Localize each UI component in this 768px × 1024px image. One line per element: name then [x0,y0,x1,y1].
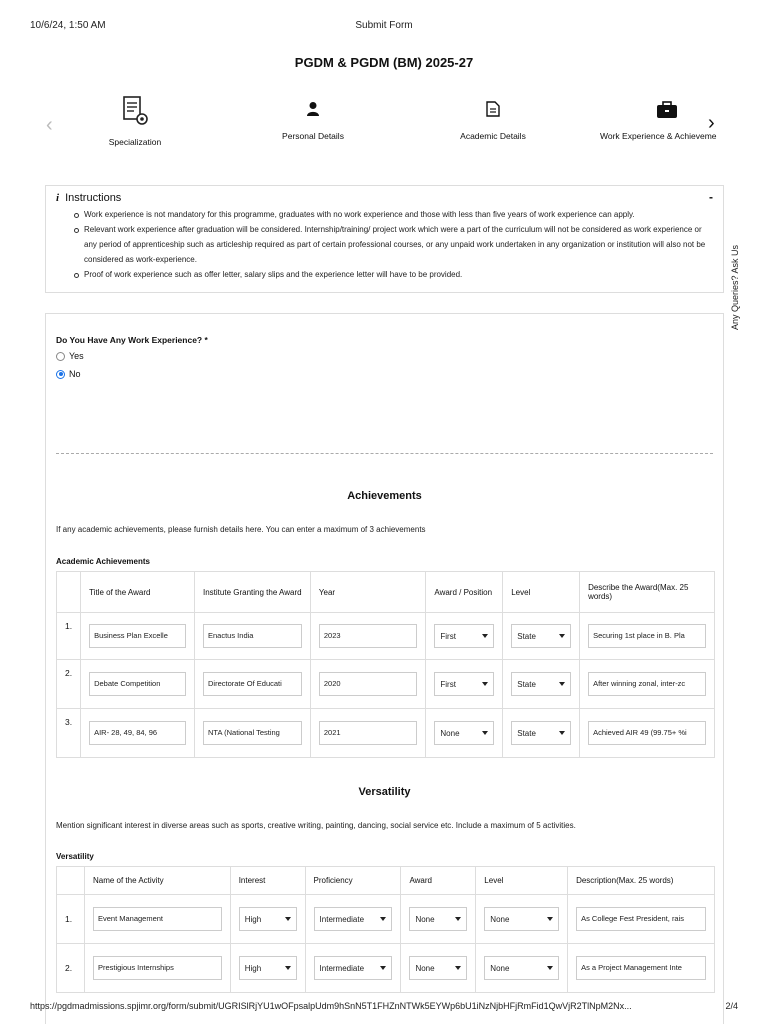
award-description-input[interactable]: After winning zonal, inter-zc [588,672,706,696]
table-header: Interest [230,867,305,895]
award-select[interactable]: None [409,907,467,931]
activity-name-input[interactable]: Event Management [93,907,222,931]
print-url: https://pgdmadmissions.spjimr.org/form/submit/UGRISlRjYU1wOFpsalpUdm9hSnN5T1FHZnNTWk5EYWp6bU1iNzNjbHFjRmFid1QwVjR2TlNpM2Nx... [30,1001,632,1011]
table-header-num [57,867,85,895]
position-select[interactable]: None [434,721,494,745]
step-label: Academic Details [460,131,526,141]
dropdown-caret-icon [380,917,386,921]
dropdown-caret-icon [547,917,553,921]
page-number: 2/4 [725,1001,738,1011]
print-title: Submit Form [355,20,413,31]
activity-name-input[interactable]: Prestigious Internships [93,956,222,980]
instructions-title: Instructions [65,192,122,204]
award-title-input[interactable]: AIR- 28, 49, 84, 96 [89,721,186,745]
level-select[interactable]: State [511,721,571,745]
dropdown-caret-icon [455,966,461,970]
step-label: Work Experience & Achieveme [600,131,717,141]
table-row [57,613,715,660]
row-number: 2. [57,944,85,993]
prev-step-arrow[interactable]: ‹ [46,114,53,136]
table-header: Title of the Award [81,572,195,613]
institute-input[interactable]: Directorate Of Educati [203,672,302,696]
step-academic-details[interactable] [438,101,548,141]
activity-description-input[interactable]: As a Project Management Inte [576,956,706,980]
table-header-row [57,572,715,613]
award-title-input[interactable]: Business Plan Excelle [89,624,186,648]
radio-yes[interactable] [56,351,84,361]
award-title-input[interactable]: Debate Competition [89,672,186,696]
dropdown-caret-icon [285,917,291,921]
step-label: Personal Details [282,131,344,141]
step-navigator [40,95,738,165]
table-header: Institute Granting the Award [195,572,311,613]
dropdown-caret-icon [482,682,488,686]
row-number: 1. [57,613,81,660]
dropdown-caret-icon [482,634,488,638]
year-input[interactable]: 2020 [319,672,418,696]
next-step-arrow[interactable]: › [708,112,715,134]
award-description-input[interactable]: Achieved AIR 49 (99.75+ %i [588,721,706,745]
table-row [57,895,715,944]
document-icon [486,101,500,117]
achievements-title: Achievements [347,490,422,502]
activity-description-input[interactable]: As College Fest President, rais [576,907,706,931]
dropdown-caret-icon [285,966,291,970]
dropdown-caret-icon [559,682,565,686]
versatility-hint: Mention significant interest in diverse areas such as sports, creative writing, painting, dancing, social service etc. Include a maximum of 5 activities. [56,821,576,830]
table-header: Level [476,867,568,895]
dropdown-caret-icon [559,731,565,735]
versatility-label: Versatility [56,852,94,861]
table-row [57,709,715,758]
position-select[interactable]: First [434,624,494,648]
instruction-item: Work experience is not mandatory for this programme, graduates with no work experience and those with less than five years of work experience can apply. [74,207,713,222]
row-number: 2. [57,660,81,709]
radio-no[interactable] [56,369,81,379]
table-row [57,944,715,993]
table-header-num [57,572,81,613]
work-experience-question: Do You Have Any Work Experience? * [56,335,208,345]
dropdown-caret-icon [380,966,386,970]
info-icon: i [56,192,60,204]
row-number: 1. [57,895,85,944]
table-header: Name of the Activity [84,867,230,895]
interest-select[interactable]: High [239,907,297,931]
dropdown-caret-icon [547,966,553,970]
step-specialization[interactable] [80,95,190,147]
instructions-panel [45,185,724,293]
award-description-input[interactable]: Securing 1st place in B. Pla [588,624,706,648]
instruction-item: Proof of work experience such as offer letter, salary slips and the experience letter will have to be provided. [74,267,713,282]
radio-label: No [69,369,81,379]
table-header: Describe the Award(Max. 25 words) [580,572,715,613]
table-header: Year [310,572,426,613]
collapse-button[interactable]: - [709,190,713,204]
page-title: PGDM & PGDM (BM) 2025-27 [294,55,474,70]
instructions-heading [56,192,713,204]
academic-achievements-table [56,571,715,758]
proficiency-select[interactable]: Intermediate [314,956,393,980]
table-row [57,660,715,709]
dropdown-caret-icon [482,731,488,735]
versatility-table [56,866,715,993]
print-header [30,20,738,32]
year-input[interactable]: 2021 [319,721,418,745]
step-label: Specialization [108,137,162,147]
proficiency-select[interactable]: Intermediate [314,907,393,931]
table-header: Award [401,867,476,895]
level-select[interactable]: None [484,956,559,980]
ask-us-tab[interactable]: Any Queries? Ask Us [730,245,740,331]
table-header: Description(Max. 25 words) [568,867,715,895]
award-select[interactable]: None [409,956,467,980]
step-personal-details[interactable] [258,101,368,141]
table-header-row [57,867,715,895]
person-icon [305,101,321,117]
dropdown-caret-icon [559,634,565,638]
section-divider [56,453,713,454]
instruction-item: Relevant work experience after graduation will be considered. Internship/training/ project work which were a part of the curriculum will not be considered as work experience or any period of apprenticeship such as articleship required as part of certain professional courses, or any unpaid work undertaken in any organization or institution will also not be considered as work-experience. [74,222,713,267]
print-datetime: 10/6/24, 1:50 AM [30,20,106,31]
work-experience-form [45,313,724,1024]
level-select[interactable]: None [484,907,559,931]
table-header: Award / Position [426,572,503,613]
instructions-list [74,207,713,282]
versatility-title: Versatility [358,786,411,798]
academic-achievements-label: Academic Achievements [56,557,150,566]
document-gear-icon [122,95,148,125]
institute-input[interactable]: Enactus India [203,624,302,648]
interest-select[interactable]: High [239,956,297,980]
dropdown-caret-icon [455,917,461,921]
year-input[interactable]: 2023 [319,624,418,648]
row-number: 3. [57,709,81,758]
table-header: Proficiency [305,867,401,895]
radio-circle[interactable] [56,352,65,361]
radio-circle-selected[interactable] [56,370,65,379]
institute-input[interactable]: NTA (National Testing [203,721,302,745]
position-select[interactable]: First [434,672,494,696]
table-header: Level [503,572,580,613]
radio-label: Yes [69,351,84,361]
level-select[interactable]: State [511,672,571,696]
briefcase-icon [656,101,678,119]
level-select[interactable]: State [511,624,571,648]
achievements-hint: If any academic achievements, please furnish details here. You can enter a maximum of 3 achievements [56,525,426,534]
